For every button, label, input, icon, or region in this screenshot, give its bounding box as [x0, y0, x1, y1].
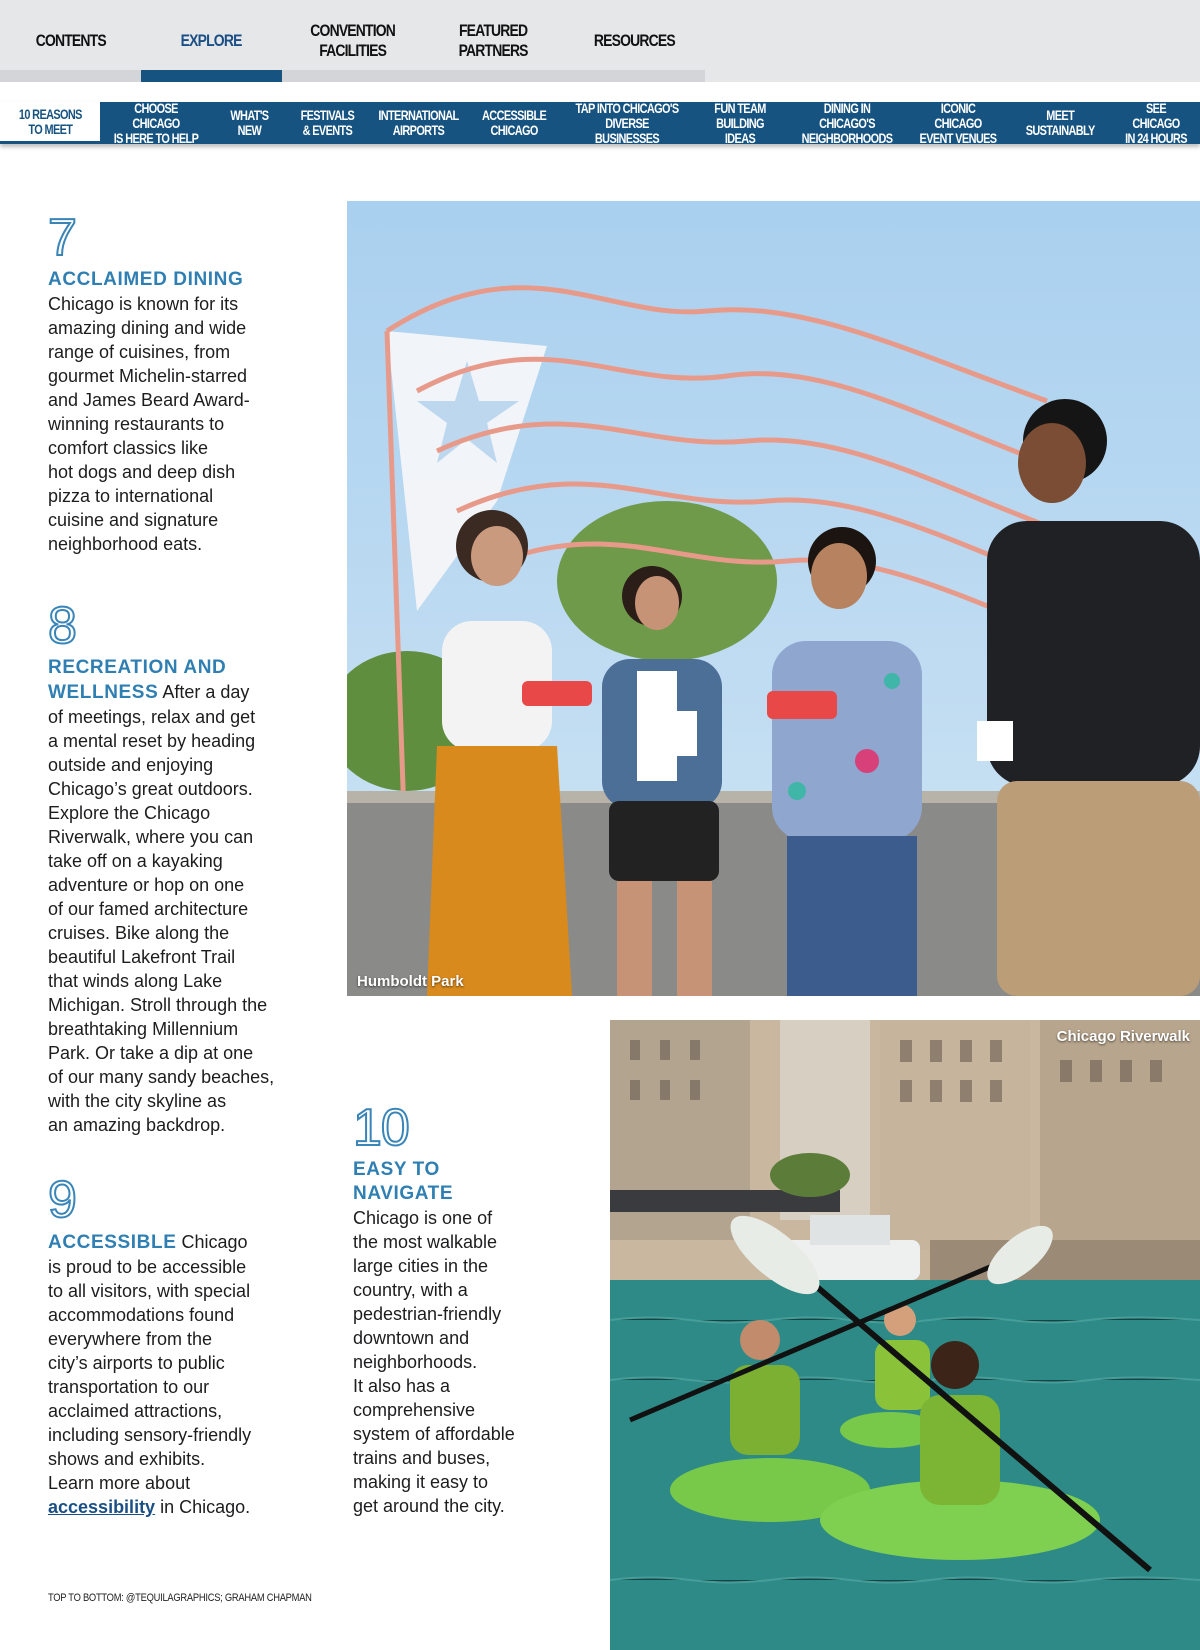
sub-nav-international-airports[interactable]	[368, 102, 468, 144]
sub-nav-label: WHAT'S NEW	[229, 107, 269, 138]
sub-nav-label: ICONIC CHICAGO EVENT VENUES	[919, 99, 997, 146]
top-nav-label: EXPLORE	[181, 31, 242, 50]
sub-nav-accessible-chicago[interactable]	[468, 102, 560, 144]
section-heading: ACCESSIBLE	[48, 1232, 177, 1253]
sub-nav-label: TAP INTO CHICAGO'S DIVERSE BUSINESSES	[575, 99, 679, 146]
top-nav-resources[interactable]	[564, 0, 705, 82]
top-nav-explore[interactable]	[141, 0, 282, 82]
sub-nav-dining-neighborhoods[interactable]	[786, 99, 908, 146]
sub-nav-event-venues[interactable]	[908, 99, 1008, 146]
section-easy-to-navigate	[353, 1100, 583, 1518]
section-body-tail: in Chicago.	[155, 1497, 251, 1517]
sub-nav	[0, 99, 1200, 146]
top-nav-featured-partners[interactable]	[423, 0, 564, 82]
sub-nav-team-building[interactable]	[694, 99, 786, 146]
sub-nav-label: FESTIVALS & EVENTS	[300, 107, 354, 138]
accessibility-link[interactable]: accessibility	[48, 1497, 156, 1517]
sub-nav-label: MEET SUSTAINABLY	[1025, 107, 1095, 138]
section-heading-cont: NAVIGATE	[353, 1183, 454, 1204]
sub-nav-label: 10 REASONS TO MEET	[18, 105, 82, 137]
section-body: of meetings, relax and get a mental reset by heading outside and enjoying Chicago’s great outdoors. Explore the Chicago Riverwalk, where you can take off on a kayaking adventure or hop on one of our famed architecture cruises. Bike along the beautiful Lakefront Trail that winds along Lake Michigan. Stroll through the breathtaking Millennium Park. Or take a dip at one of our many sandy beaches, with the city skyline as an amazing backdrop.	[48, 707, 275, 1135]
sub-nav-choose-chicago[interactable]	[100, 99, 212, 146]
top-nav-contents[interactable]	[0, 0, 141, 82]
section-heading: RECREATION AND	[48, 657, 227, 678]
chicago-riverwalk-photo	[610, 1020, 1200, 1650]
chicago-riverwalk-illustration	[610, 1020, 1200, 1650]
sub-nav-label: FUN TEAM BUILDING IDEAS	[714, 99, 766, 146]
photo-caption: Humboldt Park	[357, 973, 464, 990]
sub-nav-label: SEE CHICAGO IN 24 HOURS	[1125, 99, 1187, 146]
sub-nav-24-hours[interactable]	[1112, 99, 1200, 146]
section-body-lead: Chicago	[176, 1232, 248, 1252]
section-body: Chicago is known for its amazing dining and wide range of cuisines, from gourmet Michelin-starred and James Beard Award- winning restaurants to comfort classics like hot dogs and deep dish pizza to international cuisine and signature neighborhood eats.	[48, 294, 250, 554]
sub-nav-whats-new[interactable]	[212, 102, 286, 144]
section-accessible	[48, 1172, 318, 1519]
photo-caption: Chicago Riverwalk	[1056, 1028, 1190, 1045]
top-nav	[0, 0, 1200, 82]
sub-nav-label: ACCESSIBLE CHICAGO	[481, 107, 547, 138]
humboldt-park-photo	[347, 201, 1200, 996]
sub-nav-label: INTERNATIONAL AIRPORTS	[377, 107, 459, 138]
sub-nav-10-reasons[interactable]	[0, 102, 100, 144]
sub-nav-meet-sustainably[interactable]	[1008, 102, 1112, 144]
sub-nav-label: DINING IN CHICAGO'S NEIGHBORHOODS	[801, 99, 893, 146]
photo-credit: TOP TO BOTTOM: @TEQUILAGRAPHICS; GRAHAM CHAPMAN	[48, 1592, 312, 1604]
section-heading-cont: WELLNESS	[48, 682, 159, 703]
sub-nav-label: CHOOSE CHICAGO IS HERE TO HELP	[113, 99, 199, 146]
section-heading: EASY TO	[353, 1159, 440, 1180]
section-number: 8	[48, 597, 76, 655]
section-body-lead: After a day	[158, 682, 250, 702]
section-body: is proud to be accessible to all visitors, with special accommodations found everywhere from the city’s airports to public transportation to our acclaimed attractions, including sensory-friendly shows and exhibits. Learn more about	[48, 1257, 252, 1493]
top-nav-label: RESOURCES	[594, 31, 675, 50]
section-heading: ACCLAIMED DINING	[48, 269, 244, 290]
sub-nav-diverse-businesses[interactable]	[560, 99, 694, 146]
sub-nav-festivals-events[interactable]	[286, 102, 368, 144]
top-nav-convention-facilities[interactable]	[282, 0, 423, 82]
section-number: 10	[353, 1099, 409, 1157]
section-acclaimed-dining	[48, 210, 318, 556]
section-number: 7	[48, 209, 76, 267]
humboldt-park-illustration	[347, 201, 1200, 996]
section-number: 9	[48, 1171, 76, 1229]
top-nav-label: CONVENTION FACILITIES	[310, 21, 395, 60]
section-body: Chicago is one of the most walkable large cities in the country, with a pedestrian-friendly downtown and neighborhoods. It also has a comprehensive system of affordable trains and buses, making it easy to get around the city.	[353, 1208, 515, 1516]
top-nav-label: FEATURED PARTNERS	[458, 21, 529, 60]
section-recreation-wellness	[48, 598, 318, 1137]
top-nav-label: CONTENTS	[35, 31, 106, 50]
